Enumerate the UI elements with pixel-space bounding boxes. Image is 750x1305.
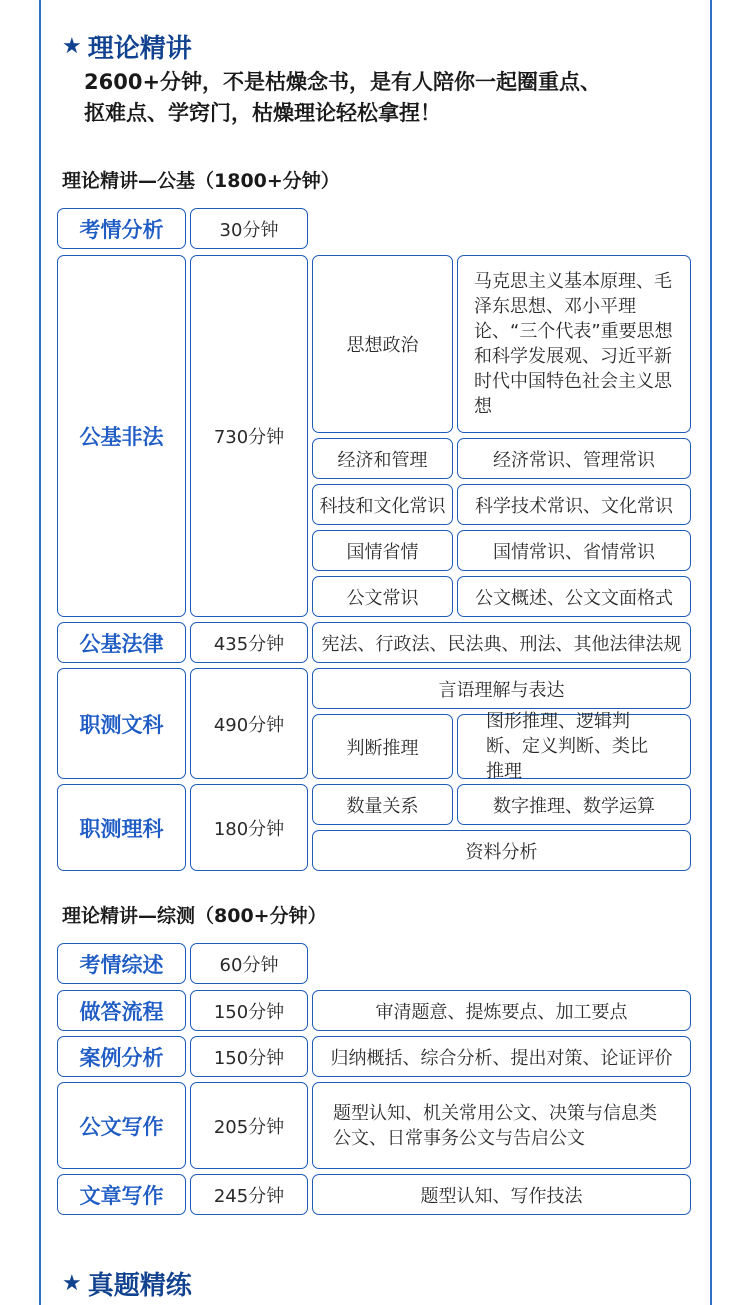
zongce-detail: 题型认知、写作技法	[312, 1174, 691, 1215]
gongji-category-kaoqing: 考情分析	[57, 208, 186, 249]
feifa-topic-economy: 经济和管理	[312, 438, 453, 479]
gongji-duration-feifa: 730分钟	[190, 255, 308, 617]
feifa-detail-guoqing: 国情常识、省情常识	[457, 530, 691, 571]
wenke-topic-panduan: 判断推理	[312, 714, 453, 779]
zongce-duration: 205分钟	[190, 1082, 308, 1169]
zongce-duration: 245分钟	[190, 1174, 308, 1215]
section-theory-heading	[62, 28, 192, 65]
wenke-detail-panduan: 图形推理、逻辑判断、定义判断、类比推理	[457, 714, 691, 779]
zongce-category: 文章写作	[57, 1174, 186, 1215]
gongji-duration-wenke: 490分钟	[190, 668, 308, 779]
zongce-category: 考情综述	[57, 943, 186, 984]
wenke-yanyu: 言语理解与表达	[312, 668, 691, 709]
intro-text	[84, 67, 601, 129]
gongji-category-falv: 公基法律	[57, 622, 186, 663]
zongce-duration: 150分钟	[190, 1036, 308, 1077]
feifa-detail-science: 科学技术常识、文化常识	[457, 484, 691, 525]
intro-line-2: 抠难点、学窍门，枯燥理论轻松拿捏！	[84, 101, 441, 125]
section-practice-heading	[62, 1265, 192, 1302]
feifa-topic-guoqing: 国情省情	[312, 530, 453, 571]
gongji-duration-like: 180分钟	[190, 784, 308, 871]
section-practice-title: 真题精练	[87, 1271, 192, 1301]
gongji-category-like: 职测理科	[57, 784, 186, 871]
like-detail-shuliang: 数字推理、数学运算	[457, 784, 691, 825]
frame-right-line	[710, 0, 712, 1305]
gongji-duration-kaoqing: 30分钟	[190, 208, 308, 249]
star-icon: ★	[62, 1271, 82, 1296]
gongji-category-wenke: 职测文科	[57, 668, 186, 779]
like-ziliao: 资料分析	[312, 830, 691, 871]
zongce-category: 做答流程	[57, 990, 186, 1031]
feifa-topic-politics: 思想政治	[312, 255, 453, 433]
zongce-subtitle: 理论精讲—综测（800+分钟）	[62, 905, 327, 927]
feifa-topic-gongwen: 公文常识	[312, 576, 453, 617]
like-topic-shuliang: 数量关系	[312, 784, 453, 825]
feifa-detail-economy: 经济常识、管理常识	[457, 438, 691, 479]
gongji-duration-falv: 435分钟	[190, 622, 308, 663]
feifa-detail-politics: 马克思主义基本原理、毛泽东思想、邓小平理论、“三个代表”重要思想和科学发展观、习近平新时代中国特色社会主义思想	[457, 255, 691, 433]
zongce-duration: 60分钟	[190, 943, 308, 984]
zongce-category: 公文写作	[57, 1082, 186, 1169]
feifa-detail-gongwen: 公文概述、公文文面格式	[457, 576, 691, 617]
zongce-detail: 审清题意、提炼要点、加工要点	[312, 990, 691, 1031]
section-theory-title: 理论精讲	[87, 34, 192, 64]
intro-line-1: 2600+分钟，不是枯燥念书，是有人陪你一起圈重点、	[84, 70, 602, 94]
zongce-category: 案例分析	[57, 1036, 186, 1077]
feifa-topic-science: 科技和文化常识	[312, 484, 453, 525]
zongce-duration: 150分钟	[190, 990, 308, 1031]
falv-detail: 宪法、行政法、民法典、刑法、其他法律法规	[312, 622, 691, 663]
star-icon: ★	[62, 34, 82, 59]
frame-left-line	[39, 0, 41, 1305]
gongji-subtitle: 理论精讲—公基（1800+分钟）	[62, 170, 340, 192]
gongji-category-feifa: 公基非法	[57, 255, 186, 617]
zongce-detail: 题型认知、机关常用公文、决策与信息类公文、日常事务公文与告启公文	[312, 1082, 691, 1169]
zongce-detail: 归纳概括、综合分析、提出对策、论证评价	[312, 1036, 691, 1077]
